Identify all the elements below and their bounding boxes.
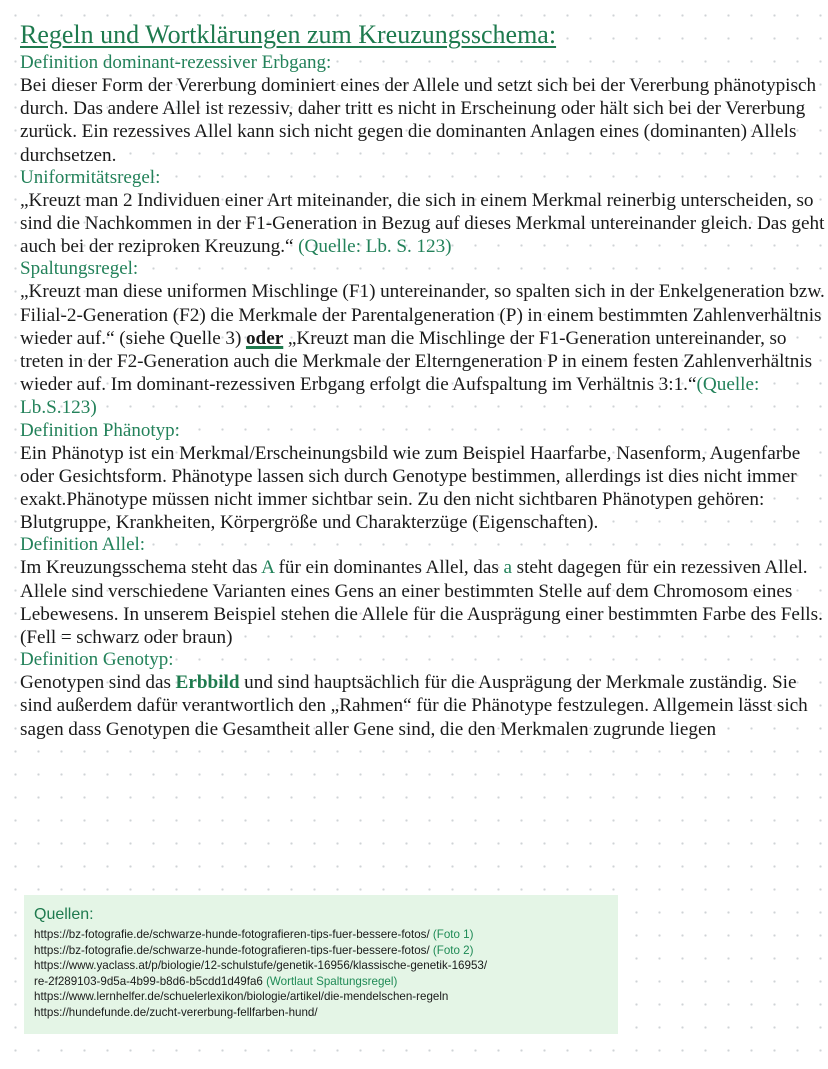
paragraph-phaenotyp: Ein Phänotyp ist ein Merkmal/Erscheinungsbild wie zum Beispiel Haarfarbe, Nasenform, Augenfarbe oder Gesichtsform. Phänotype lassen sich durch Genotype bestimmen, allerdings ist dies nicht immer exakt.Phänotype müssen nicht immer sichtbar sein. Zu den nicht sichtbaren Phänotypen gehören: Blutgruppe, Krankheiten, Körpergröße und Charakterzüge (Eigenschaften). bbox=[20, 442, 801, 534]
allel-letter-rezessiv: a bbox=[503, 557, 513, 579]
source-url[interactable]: re-2f289103-9d5a-4b99-b8d6-b5cdd1d49fa6 bbox=[34, 974, 267, 988]
allel-letter-dominant: A bbox=[261, 557, 274, 579]
genotyp-text-1: Genotypen sind das bbox=[20, 672, 176, 694]
spaltung-quote-2: „Kreuzt man die Mischlinge der F1-Generation untereinander, so treten in der F2-Generation auch die Merkmale der Elterngeneration P in einem festen Zahlenverhältnis wieder auf. Im dominant-rezessiven Erbgang erfolgt die Aufspaltung im Verhältnis 3:1.“ bbox=[20, 327, 813, 396]
heading-genotyp: Definition Genotyp: bbox=[20, 649, 174, 671]
source-url[interactable]: https://www.yaclass.at/p/biologie/12-schulstufe/genetik-16956/klassische-genetik-16953/ bbox=[34, 959, 488, 973]
spaltung-source: (Quelle: Lb.S.123) bbox=[20, 374, 760, 419]
paragraph-uniformitaetsregel bbox=[20, 189, 826, 259]
heading-phaenotyp: Definition Phänotyp: bbox=[20, 419, 180, 441]
spaltung-quote-1: „Kreuzt man diese uniformen Mischlinge (F1) untereinander, so spalten sich in der Enkelgeneration bzw. Filial-2-Generation (F2) die Merkmale der Parentalgeneration (P) in einem bestimmten Zahlenverhältnis wieder auf.“ (siehe Quelle 3) bbox=[20, 281, 825, 349]
sources-title: Quellen: bbox=[34, 906, 94, 923]
uniform-quote: „Kreuzt man 2 Individuen einer Art miteinander, die sich in einem Merkmal reinerbig unterscheiden, so sind die Nachkommen in der F1-Generation in Bezug auf dieses Merkmal untereinander gleich. Das geht auch bei der reziproken Kreuzung.“ bbox=[20, 189, 825, 258]
source-note: (Foto 1) bbox=[432, 928, 474, 941]
erbbild-emphasis: Erbbild bbox=[175, 672, 240, 694]
paragraph-spaltungsregel bbox=[20, 280, 826, 419]
sources-box bbox=[24, 895, 618, 1034]
paragraph-allel bbox=[20, 556, 826, 649]
uniform-source: (Quelle: Lb. S. 123) bbox=[298, 236, 452, 258]
source-url[interactable]: https://bz-fotografie.de/schwarze-hunde-fotografieren-tips-fuer-bessere-fotos/ bbox=[34, 928, 433, 941]
source-url[interactable]: https://www.lernhelfer.de/schuelerlexikon/biologie/artikel/die-mendelschen-regeln bbox=[34, 990, 449, 1004]
source-note: (Wortlaut Spaltungsregel) bbox=[266, 974, 398, 988]
paragraph-dominant-rezessiv: Bei dieser Form der Vererbung dominiert eines der Allele und setzt sich bei der Vererbung phänotypisch durch. Das andere Allel ist rezessiv, daher tritt es nicht in Erscheinung oder hält sich bei der Vererbung zurück. Ein rezessives Allel kann sich nicht gegen die dominanten Anlagen eines (dominanten) Allels durchsetzen. bbox=[20, 75, 817, 166]
source-url[interactable]: https://hundefunde.de/zucht-vererbung-fellfarben-hund/ bbox=[34, 1005, 318, 1019]
document-page bbox=[20, 18, 826, 741]
allel-text-3: steht dagegen für ein rezessiven Allel. Allele sind verschiedene Varianten eines Gens an einer bestimmten Stelle auf dem Chromosom eines Lebewesens. In unserem Beispiel stehen die Allele für die Ausprägung einer bestimmten Farbe des Fells. (Fell = schwarz oder braun) bbox=[20, 557, 823, 649]
heading-spaltungsregel: Spaltungsregel: bbox=[20, 258, 139, 280]
paragraph-genotyp bbox=[20, 671, 826, 741]
heading-dominant-rezessiv: Definition dominant-rezessiver Erbgang: bbox=[20, 52, 332, 73]
oder-emphasis: oder bbox=[245, 327, 284, 349]
source-line[interactable] bbox=[34, 943, 608, 959]
heading-allel: Definition Allel: bbox=[20, 534, 146, 556]
source-line[interactable] bbox=[34, 958, 608, 974]
source-line[interactable] bbox=[34, 989, 608, 1005]
source-line[interactable] bbox=[34, 1005, 608, 1021]
allel-text-1: Im Kreuzungsschema steht das bbox=[20, 557, 262, 579]
allel-text-2: für ein dominantes Allel, das bbox=[273, 557, 504, 579]
source-line[interactable] bbox=[34, 974, 608, 990]
heading-uniformitaetsregel: Uniformitätsregel: bbox=[20, 166, 161, 188]
page-title: Regeln und Wortklärungen zum Kreuzungsschema: bbox=[20, 20, 557, 49]
genotyp-text-2: und sind hauptsächlich für die Ausprägung der Merkmale zuständig. Sie sind außerdem dafür verantwortlich den „Rahmen“ für die Phänotype festzulegen. Allgemein lässt sich sagen dass Genotypen die Gesamtheit aller Gene sind, die den Merkmalen zugrunde liegen bbox=[20, 672, 808, 740]
source-note: (Foto 2) bbox=[432, 943, 474, 957]
source-line[interactable] bbox=[34, 927, 608, 943]
source-url[interactable]: https://bz-fotografie.de/schwarze-hunde-fotografieren-tips-fuer-bessere-fotos/ bbox=[34, 943, 433, 957]
